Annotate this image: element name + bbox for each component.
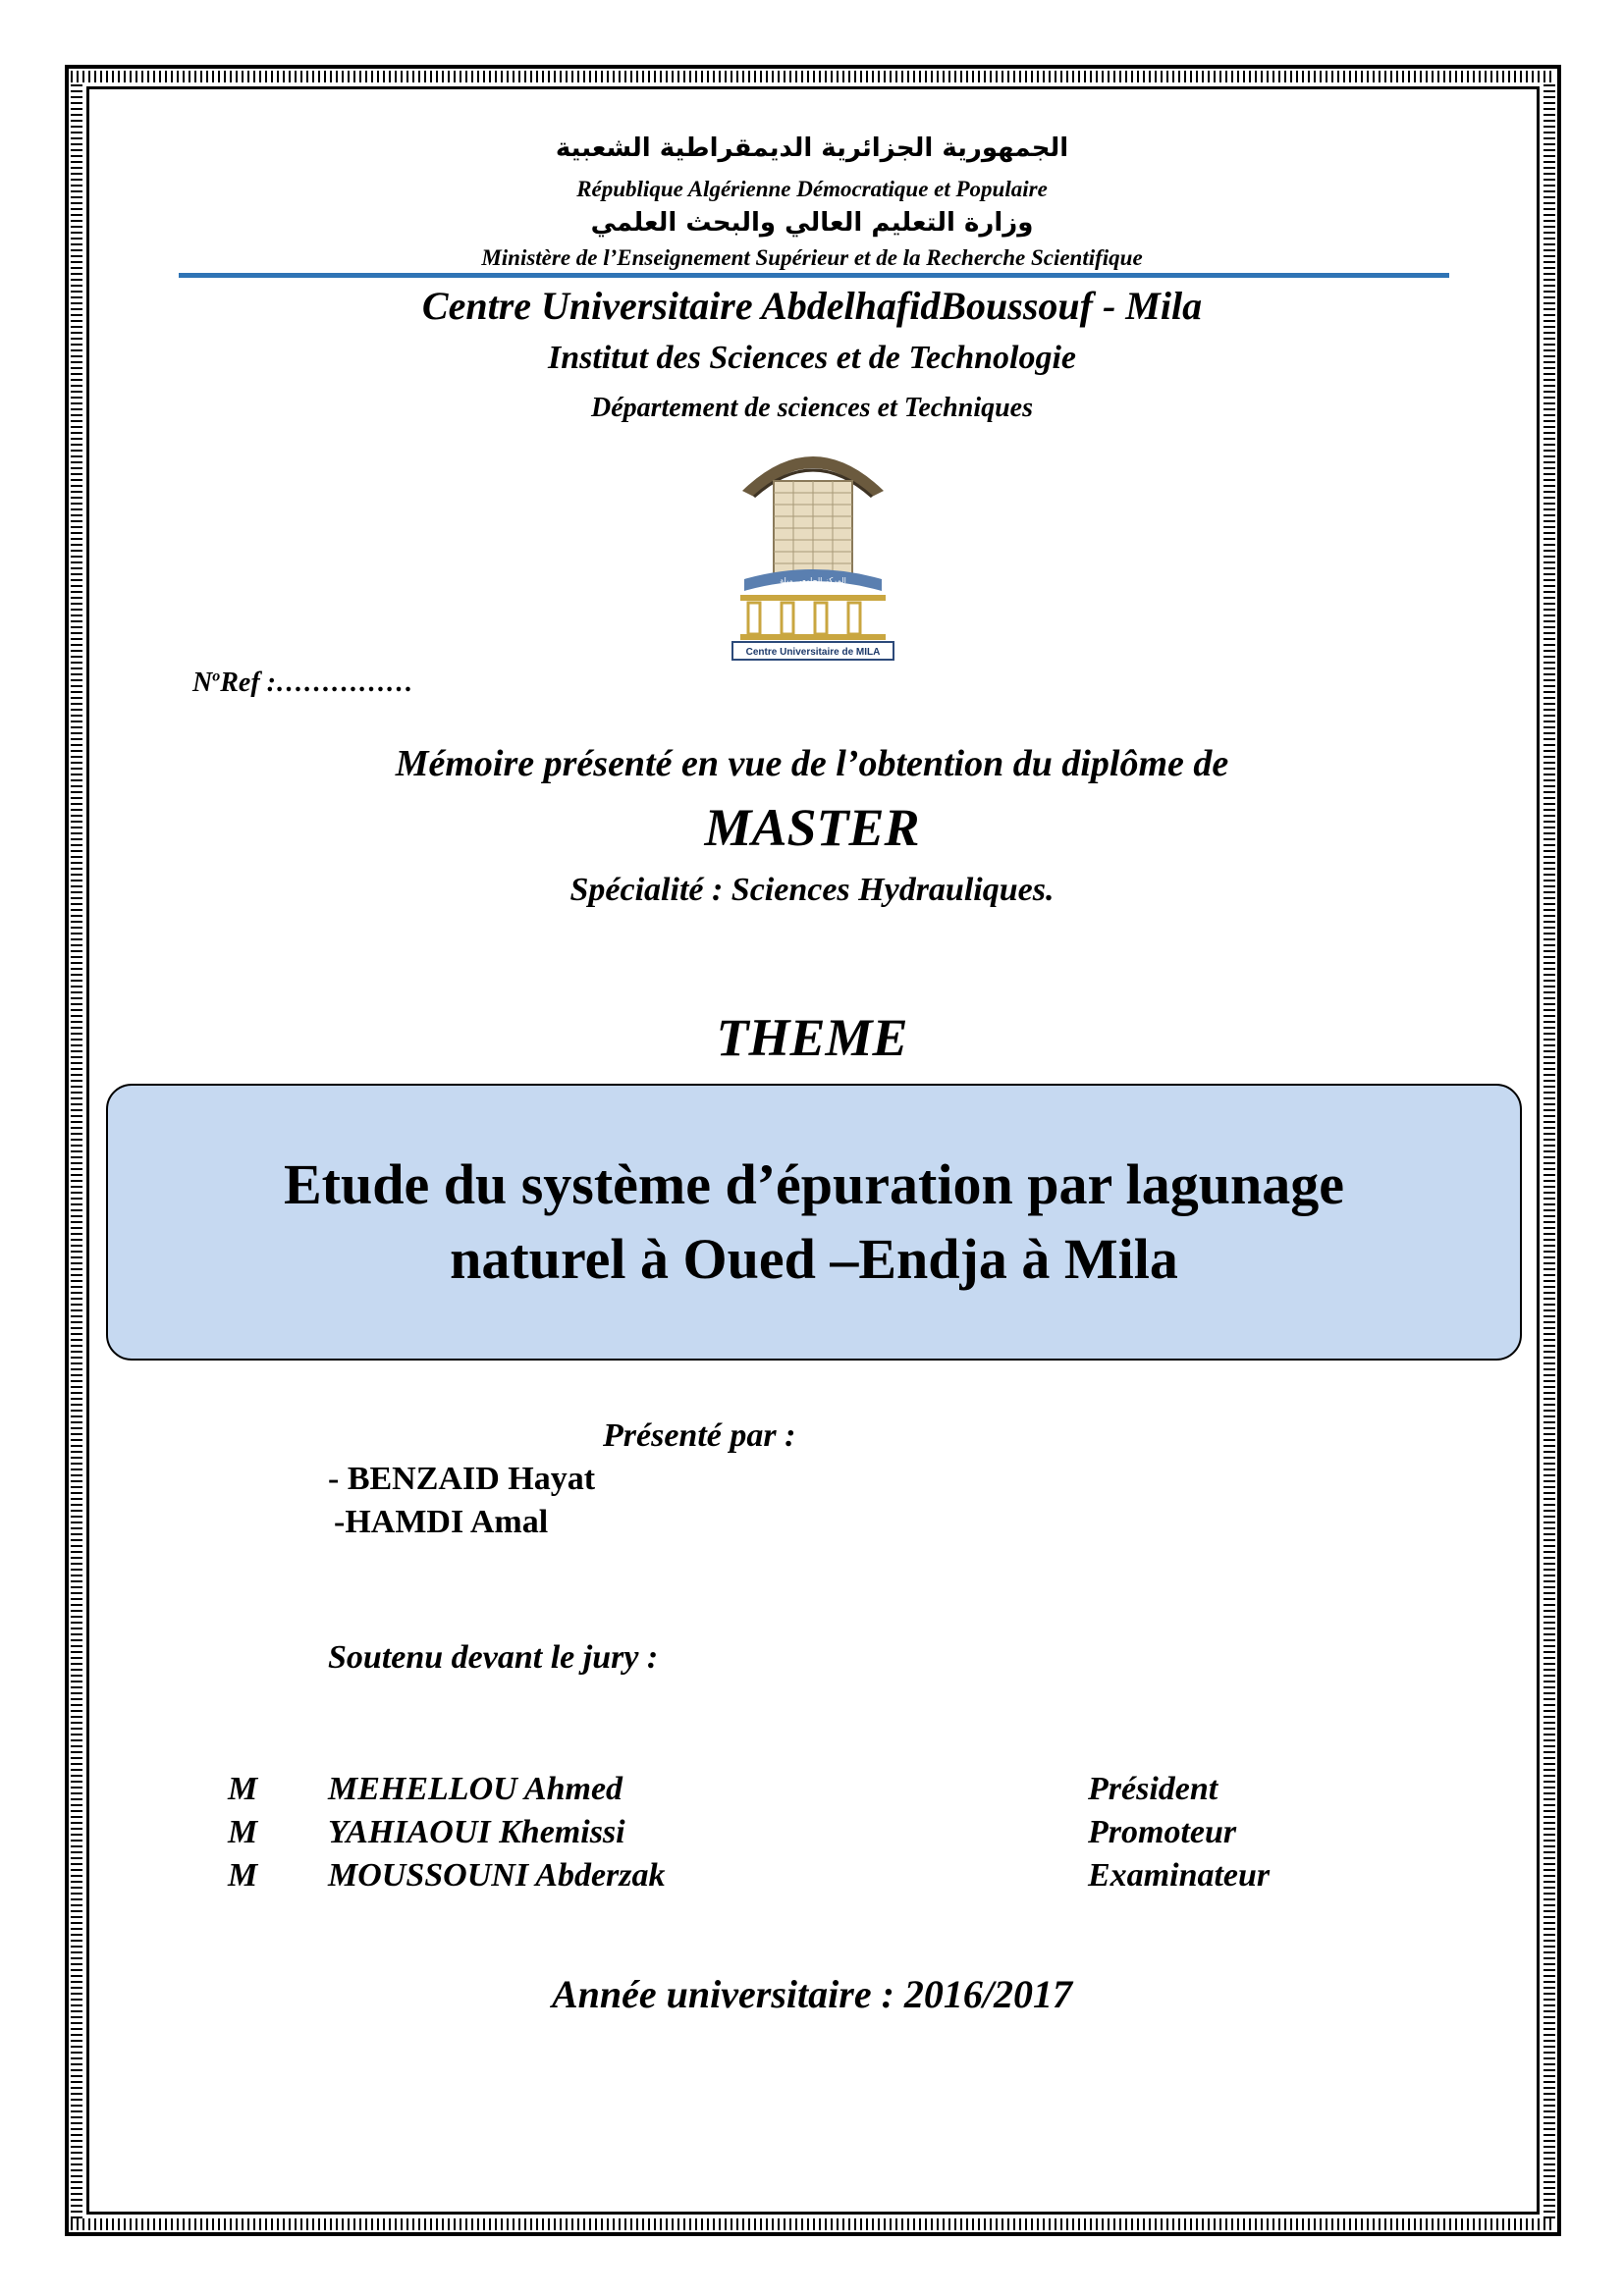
svg-text:المركز الجامعي ميلة: المركز الجامعي ميلة: [780, 576, 846, 585]
degree-title: MASTER: [704, 798, 920, 857]
jury-role-3: Examinateur: [1088, 1857, 1271, 1894]
ministry-title: Ministère de l’Enseignement Supérieur et de la Recherche Scientifique: [481, 245, 1143, 270]
institute-name: Institut des Sciences et de Technologie: [547, 340, 1076, 376]
republic-title: République Algérienne Démocratique et Populaire: [576, 177, 1048, 201]
jury-name-2: YAHIAOUI Khemissi: [328, 1814, 625, 1850]
diploma-intro: Mémoire présenté en vue de l’obtention du diplôme de: [395, 743, 1229, 784]
svg-text:Centre Universitaire de MILA: Centre Universitaire de MILA: [745, 647, 881, 658]
author-1: - BENZAID Hayat: [328, 1461, 596, 1497]
jury-name-3: MOUSSOUNI Abderzak: [328, 1857, 666, 1894]
presented-by-label: Présenté par :: [603, 1417, 796, 1454]
university-name: Centre Universitaire AbdelhafidBoussouf - Mila: [421, 284, 1203, 328]
jury-role-2: Promoteur: [1088, 1814, 1237, 1850]
jury-title-3: M: [228, 1857, 258, 1894]
jury-name-1: MEHELLOU Ahmed: [328, 1771, 623, 1807]
header-rule: [179, 273, 1449, 278]
arabic-republic-title: الجمهورية الجزائرية الديمقراطية الشعبية: [555, 133, 1069, 163]
jury-title-1: M: [228, 1771, 258, 1807]
theme-heading: THEME: [716, 1008, 908, 1067]
reference-number: $N^oRef$ :……………: [192, 667, 413, 698]
theme-title: Etude du système d’épuration par lagunage naturel à Oued –Endja à Mila: [283, 1152, 1345, 1291]
author-2: -HAMDI Amal: [334, 1504, 549, 1540]
jury-label: Soutenu devant le jury :: [328, 1639, 659, 1676]
arabic-ministry-title: وزارة التعليم العالي والبحث العلمي: [590, 208, 1034, 238]
department-name: Département de sciences et Techniques: [590, 393, 1033, 423]
theme-title-box: [106, 1084, 1522, 1361]
jury-role-1: Président: [1088, 1771, 1218, 1807]
academic-year: Année universitaire : 2016/2017: [551, 1972, 1073, 2016]
jury-title-2: M: [228, 1814, 258, 1850]
speciality: Spécialité : Sciences Hydrauliques.: [569, 872, 1055, 908]
university-logo: [715, 432, 911, 664]
